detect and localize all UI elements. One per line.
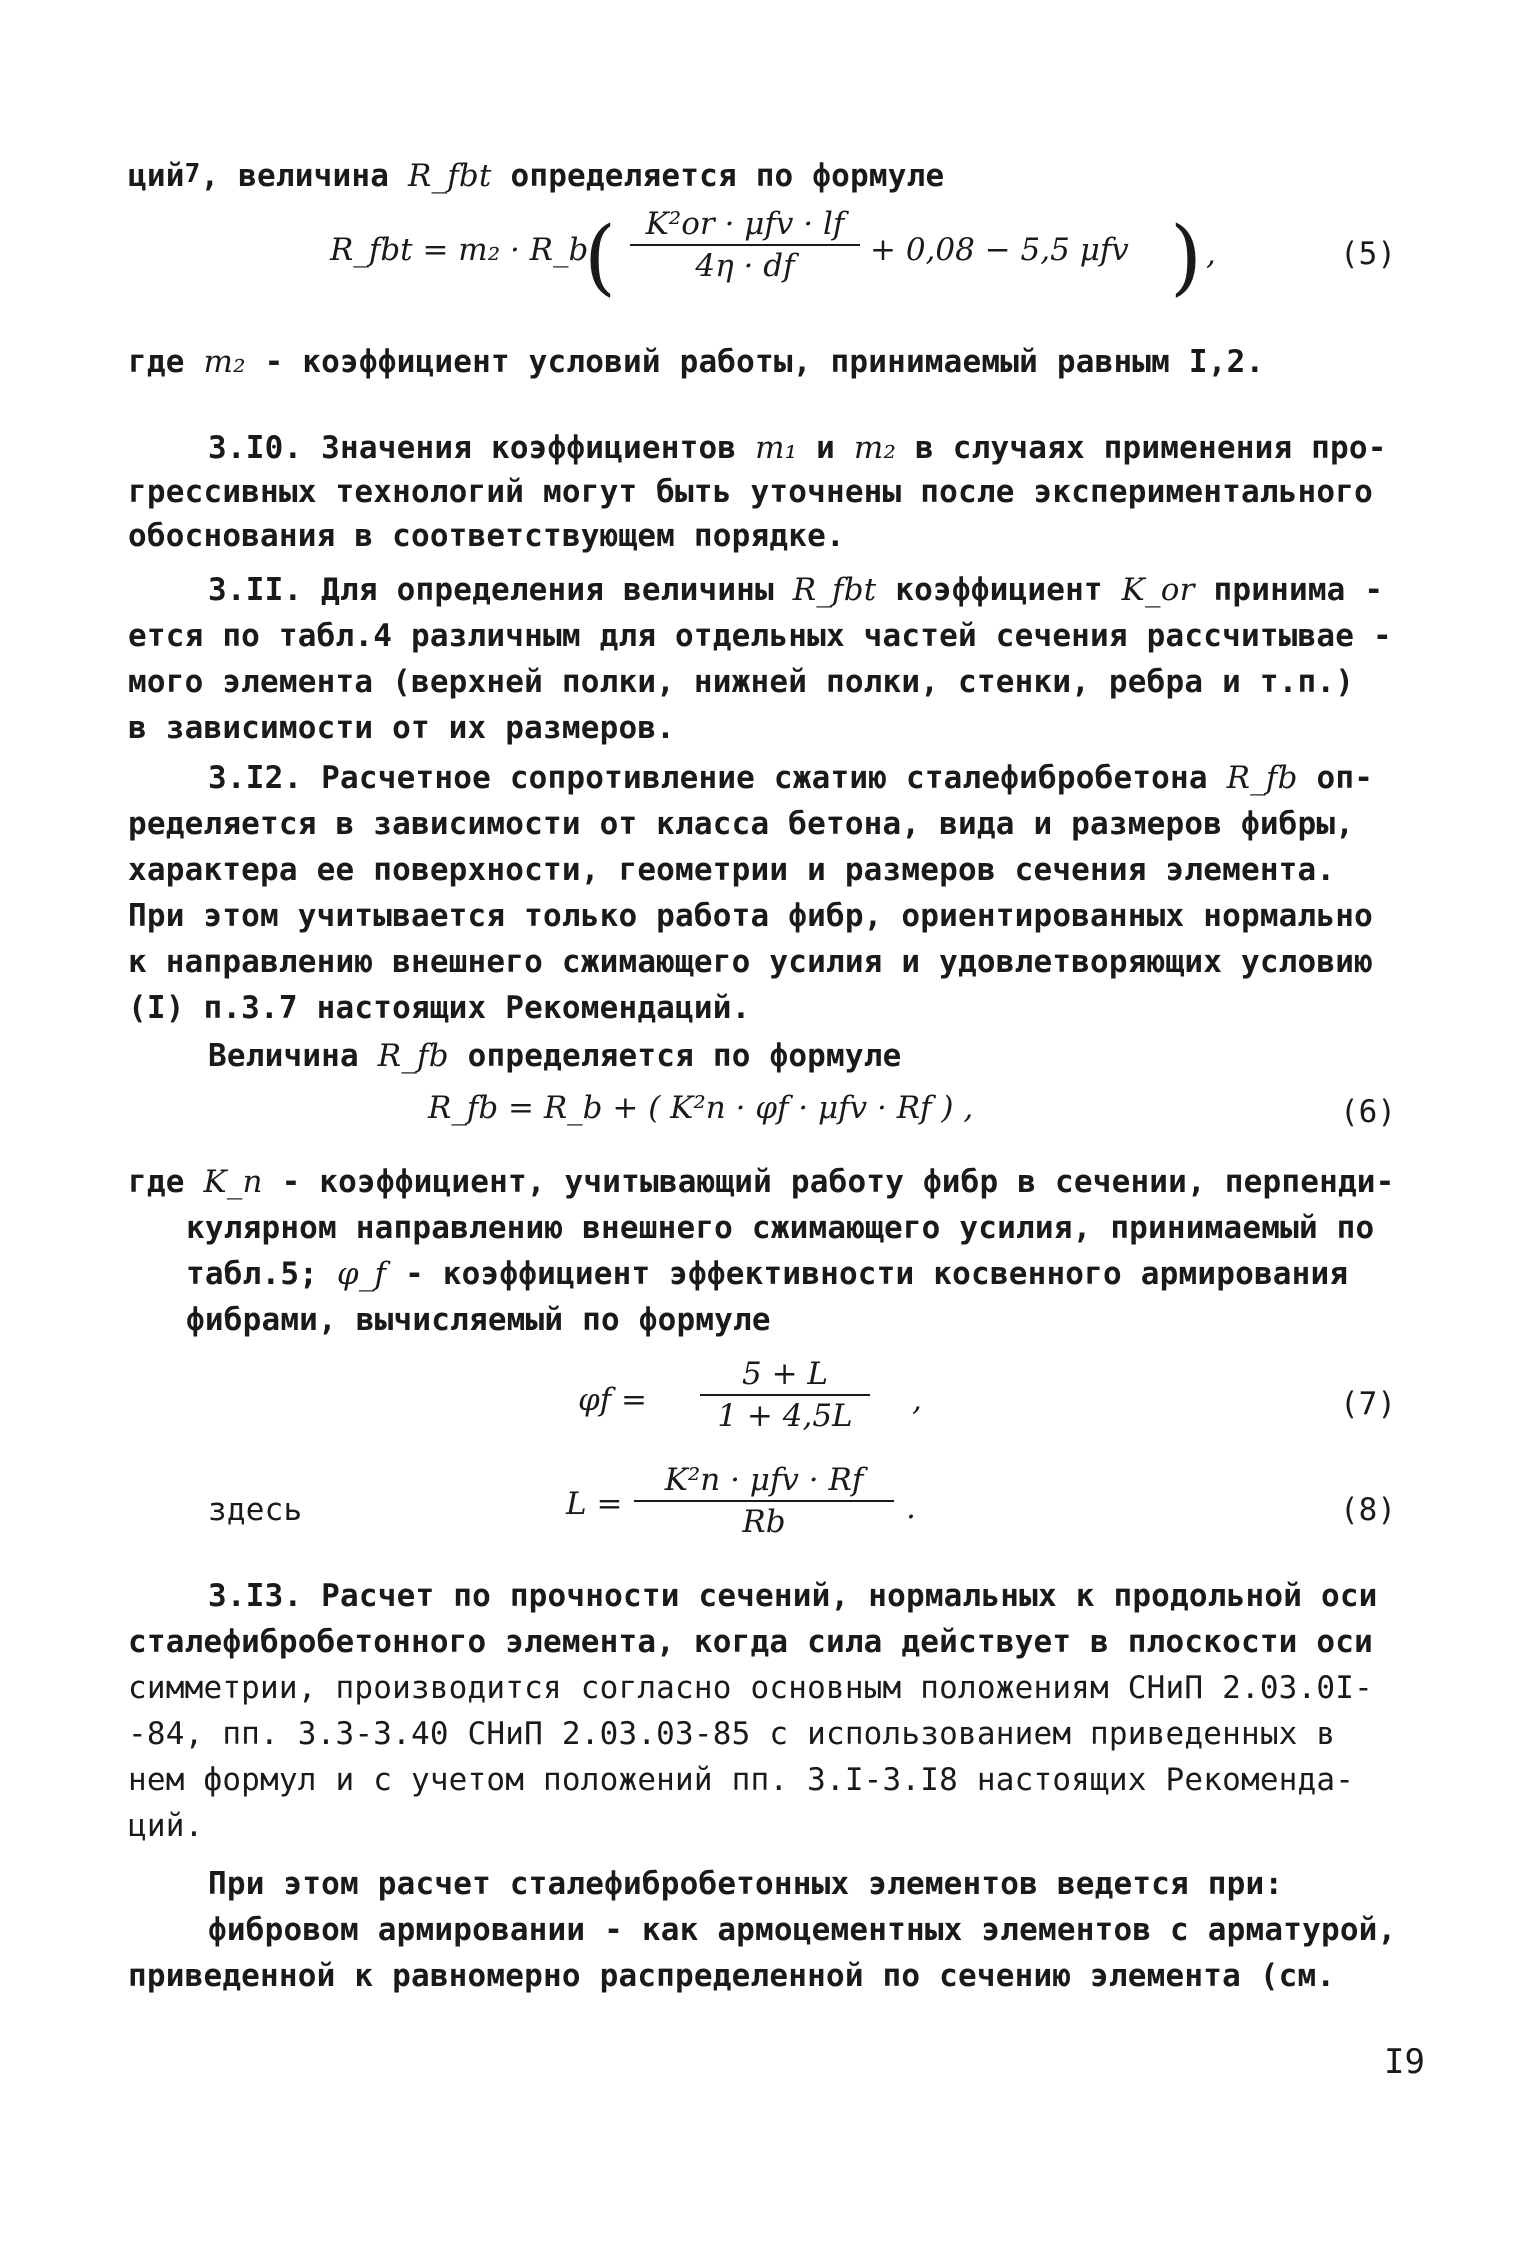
text-line-where-kn-2: кулярном направлению внешнего сжимающего усилия, принимаемый по [186,1210,1375,1246]
symbol-r-fbt: R_fbt [407,158,492,194]
text-fragment: коэффициент [895,572,1103,608]
symbol-phi-f: φ_f [336,1256,387,1292]
symbol-k-or: K_or [1121,572,1195,608]
text-fragment: 3.I2. Расчетное сопротивление сжатию сталефибробетона [208,760,1208,796]
text-fragment: и [816,430,836,466]
paragraph-3-10-line-2: грессивных технологий могут быть уточнены после экспериментального [128,474,1373,510]
paragraph-3-11-line-2: ется по табл.4 различным для отдельных частей сечения рассчитывае - [128,618,1392,654]
paragraph-3-10-line-1 [208,426,1508,470]
paragraph-3-11-line-4: в зависимости от их размеров. [128,710,676,746]
text-fragment: определяется по формуле [467,1038,902,1074]
paragraph-3-10-line-3: обоснования в соответствующем порядке. [128,518,845,554]
equation-number-7: (7) [1340,1386,1396,1422]
formula-6: R_fb = R_b + ( K²n · φf · μfv · Rf ) , [428,1090,974,1126]
text-fragment: здесь [208,1492,303,1528]
formula-5-numerator: K²or · μfv · lf [630,206,860,246]
paragraph-calc-line-2: фибровом армировании - как армоцементных элементов с арматурой, [208,1912,1397,1948]
formula-7-denominator: 1 + 4,5L [717,1398,853,1434]
text-line-intro [128,152,1428,198]
text-fragment: где [128,1164,185,1200]
equation-number-5: (5) [1340,236,1396,272]
text-line-where-kn-3 [186,1252,1486,1296]
text-fragment: - коэффициент, учитывающий работу фибр в сечении, перпенди- [281,1164,1395,1200]
text-fragment: Величина [208,1038,359,1074]
paragraph-3-13-line-4: -84, пп. 3.3-3.40 СНиП 2.03.03-85 с использованием приведенных в [128,1716,1336,1752]
paragraph-calc-line-3: приведенной к равномерно распределенной по сечению элемента (см. [128,1958,1336,1994]
text-line-velichina [208,1034,1508,1078]
paragraph-3-13-line-2: сталефибробетонного элемента, когда сила действует в плоскости оси [128,1624,1373,1660]
symbol-m2: m₂ [853,430,897,466]
text-fragment: - коэффициент эффективности косвенного армирования [405,1256,1349,1292]
formula-5-lhs: R_fbt = m₂ · R_b [330,232,589,268]
formula-8-period: . [906,1490,916,1526]
paragraph-3-13-line-5: нем формул и с учетом положений пп. 3.I-3.I8 настоящих Рекоменда- [128,1762,1355,1798]
paragraph-3-12-line-5: к направлению внешнего сжимающего усилия и удовлетворяющих условию [128,944,1373,980]
paragraph-3-11-line-3: мого элемента (верхней полки, нижней полки, стенки, ребра и т.п.) [128,664,1355,700]
formula-7-comma: , [912,1382,922,1418]
text-fragment: определяется по формуле [510,158,945,194]
paragraph-3-12-line-1 [208,756,1508,800]
symbol-r-fbt: R_fbt [792,572,877,608]
formula-8-lhs: L = [566,1486,623,1522]
paragraph-3-13-line-1: 3.I3. Расчет по прочности сечений, нормальных к продольной оси [208,1578,1378,1614]
equation-number-6: (6) [1340,1094,1396,1130]
paragraph-3-12-line-2: ределяется в зависимости от класса бетона, вида и размеров фибры, [128,806,1355,842]
formula-7-numerator: 5 + L [700,1356,870,1396]
page-number: I9 [1384,2042,1425,2082]
formula-7-lhs: φf = [578,1382,648,1418]
formula-7-fraction [700,1356,870,1434]
paragraph-calc-line-1: При этом расчет сталефибробетонных элементов ведется при: [208,1866,1284,1902]
paragraph-3-12-line-6: (I) п.3.7 настоящих Рекомендаций. [128,990,751,1026]
symbol-r-fb: R_fb [1226,760,1298,796]
text-line-where-m2 [128,340,1428,384]
text-fragment: где [128,344,185,380]
text-line-where-kn [128,1160,1428,1204]
text-fragment: табл.5; [186,1256,319,1292]
text-fragment: ций [128,158,185,194]
paragraph-3-13-line-3: симметрии, производится согласно основным положениям СНиП 2.03.0I- [128,1670,1373,1706]
formula-8-fraction [634,1462,894,1540]
text-fragment: принима - [1213,572,1384,608]
formula-5-open-paren: ( [584,210,616,305]
equation-number-8: (8) [1340,1492,1396,1528]
text-fragment: - коэффициент условий работы, принимаемый равным I,2. [264,344,1265,380]
text-fragment: оп- [1316,760,1374,796]
formula-5-denominator: 4η · df [695,248,795,284]
paragraph-3-12-line-4: При этом учитывается только работа фибр, ориентированных нормально [128,898,1373,934]
formula-5-fraction [630,206,860,284]
formula-8-denominator: Rb [742,1504,786,1540]
formula-5-close-paren: ) [1170,210,1202,305]
formula-5-tail: + 0,08 − 5,5 μfv [870,232,1129,268]
formula-8-numerator: K²n · μfv · Rf [634,1462,894,1502]
text-line-where-kn-4: фибрами, вычисляемый по формуле [186,1302,771,1338]
symbol-k-n: K_n [203,1164,263,1200]
paragraph-3-11-line-1 [208,568,1508,612]
formula-5-comma: , [1206,236,1216,272]
symbol-m1: m₁ [755,430,798,466]
editor-mark: 7 [184,159,201,189]
text-fragment: , величина [200,158,390,194]
paragraph-3-12-line-3: характера ее поверхности, геометрии и размеров сечения элемента. [128,852,1336,888]
paragraph-3-13-line-6: ций. [128,1808,204,1844]
symbol-r-fb: R_fb [377,1038,449,1074]
text-fragment: в случаях применения про- [915,430,1387,466]
text-fragment: 3.II. Для определения величины [208,572,774,608]
symbol-m2: m₂ [203,344,246,380]
text-fragment: 3.I0. Значения коэффициентов [208,430,737,466]
